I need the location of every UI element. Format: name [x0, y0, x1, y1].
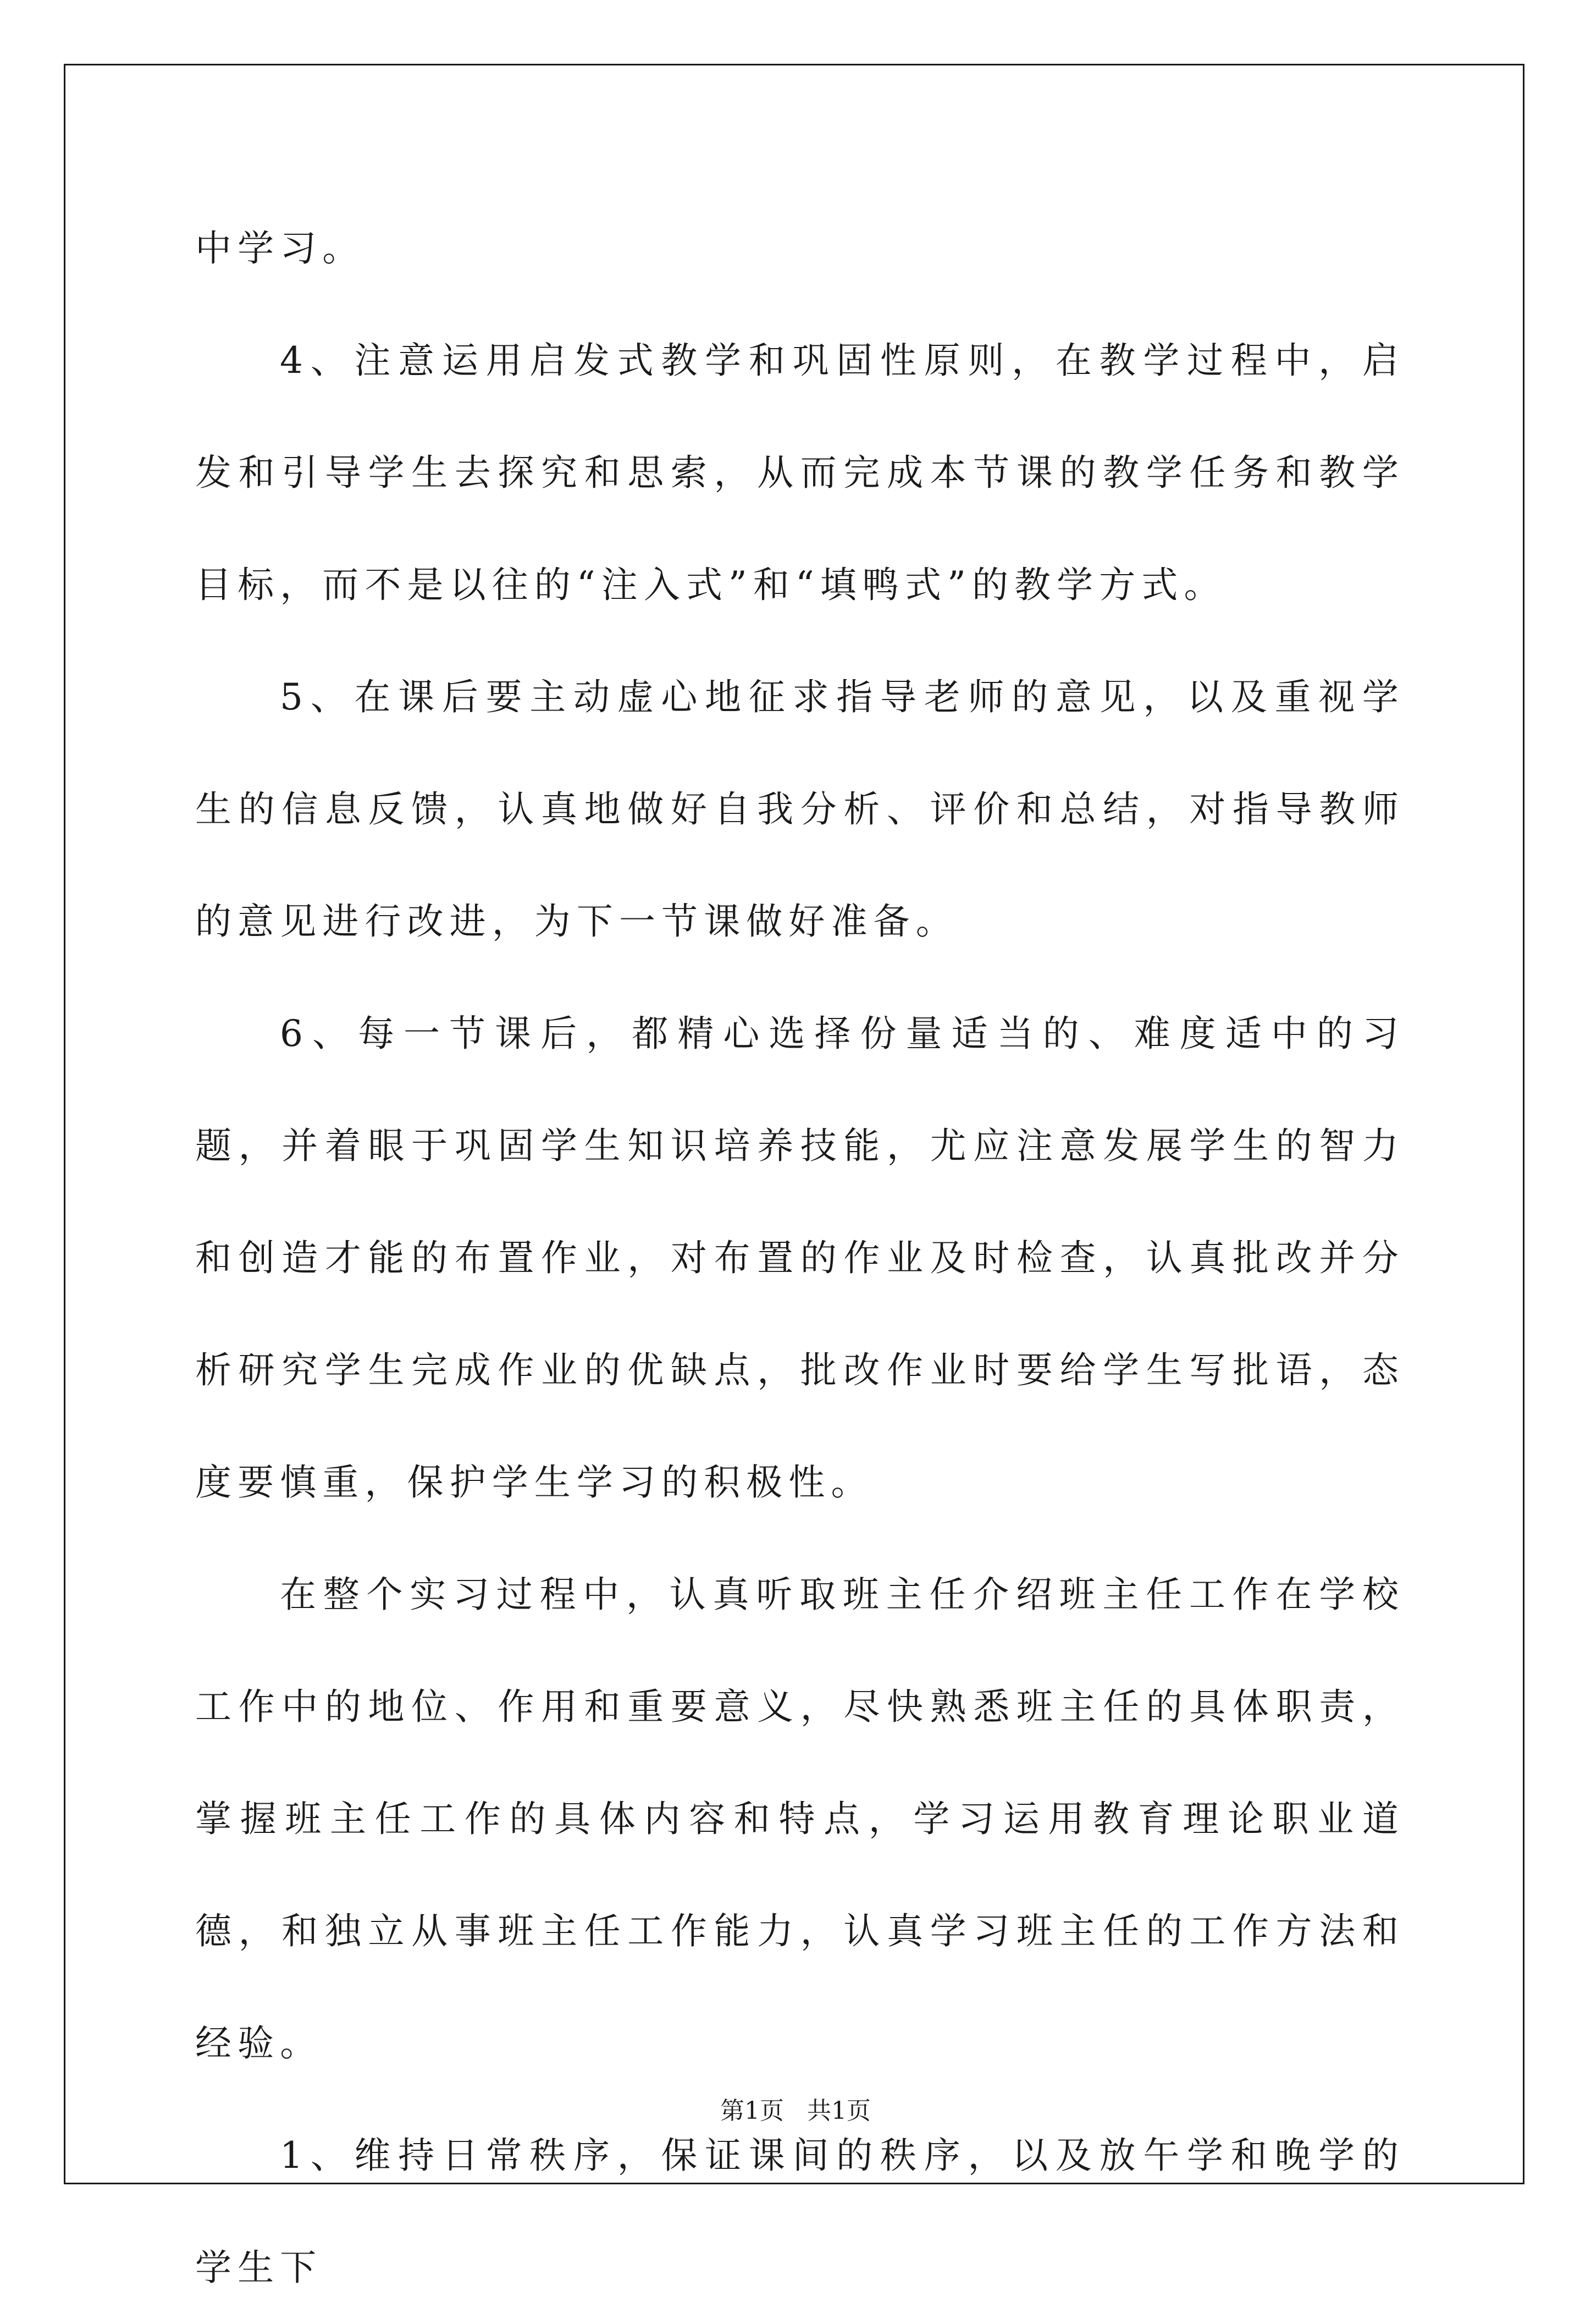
page-number: 第1页 — [720, 2097, 785, 2125]
paragraph-item-4: 4、注意运用启发式教学和巩固性原则，在教学过程中，启发和引导学生去探究和思索，从而完成本节课的教学任务和教学目标，而不是以往的“注入式”和“填鸭式”的教学方式。 — [195, 339, 1405, 606]
paragraph-item-1: 1、维持日常秩序，保证课间的秩序，以及放午学和晚学的学生下 — [195, 2134, 1405, 2289]
page-footer — [0, 2091, 1591, 2126]
paragraph-item-5: 5、在课后要主动虚心地征求指导老师的意见，以及重视学生的信息反馈，认真地做好自我分析、评价和总结，对指导教师的意见进行改进，为下一节课做好准备。 — [195, 676, 1405, 943]
paragraph-item-6: 6、每一节课后，都精心选择份量适当的、难度适中的习题，并着眼于巩固学生知识培养技能，尤应注意发展学生的智力和创造才能的布置作业，对布置的作业及时检查，认真批改并分析研究学生完成作业的优缺点，批改作业时要给学生写批语，态度要慎重，保护学生学习的积极性。 — [195, 1012, 1405, 1504]
document-body — [195, 192, 1405, 2324]
paragraph-continuation: 中学习。 — [195, 227, 365, 269]
page-total: 共1页 — [806, 2097, 871, 2125]
paragraph-class-teacher-work: 在整个实习过程中，认真听取班主任介绍班主任工作在学校工作中的地位、作用和重要意义，尽快熟悉班主任的具体职责，掌握班主任工作的具体内容和特点，学习运用教育理论职业道德，和独立从事班主任工作能力，认真学习班主任的工作方法和经验。 — [195, 1573, 1405, 2064]
